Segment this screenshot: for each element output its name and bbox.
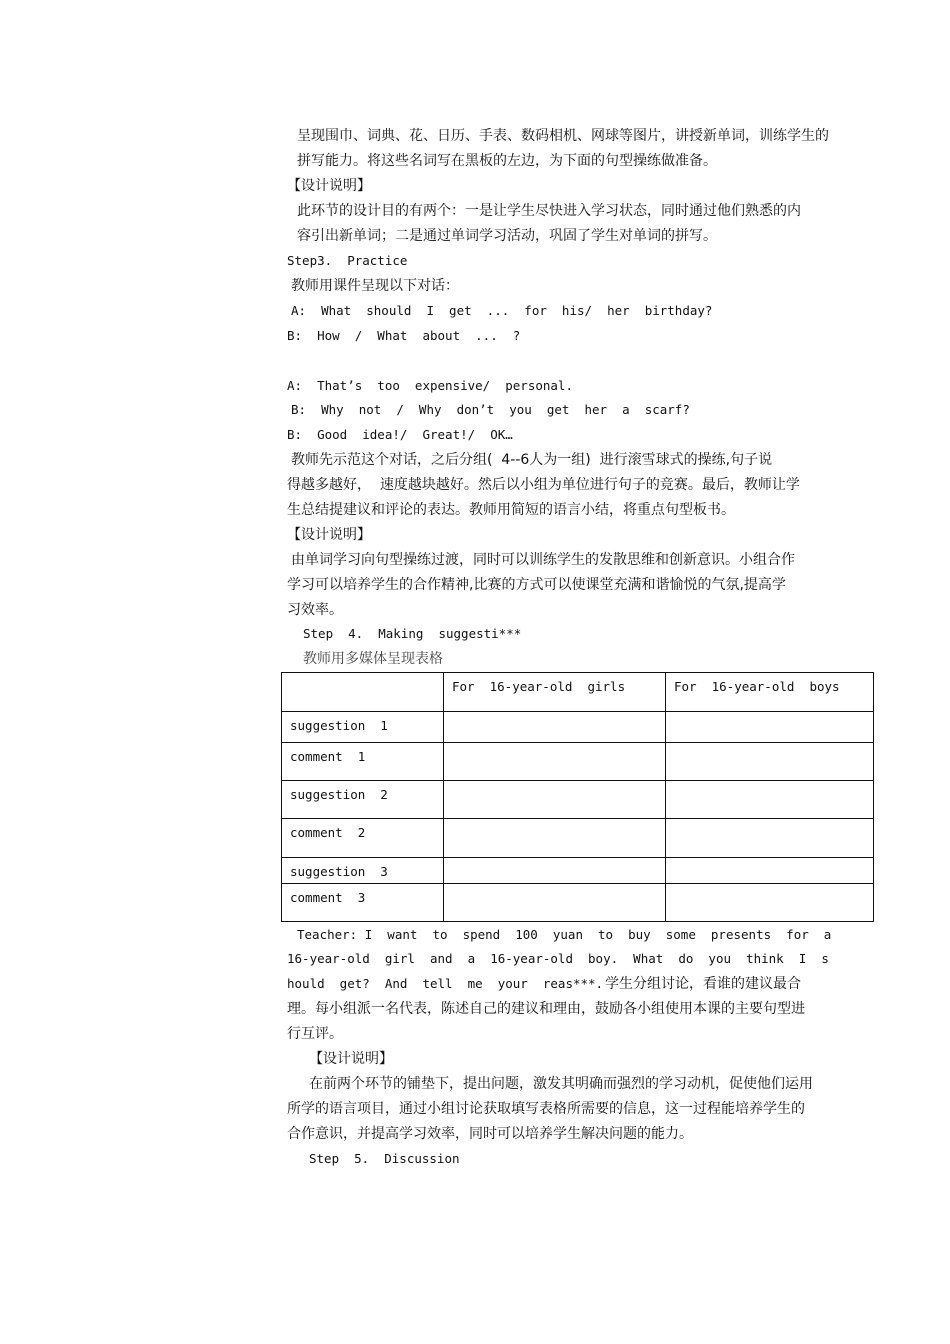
dialogue-line: A: That’s too expensive/ personal.: [287, 378, 573, 393]
body-line: 教师用课件呈现以下对话：: [291, 278, 459, 294]
body-line: 生总结提建议和评论的表达。教师用简短的语言小结，将重点句型板书。: [287, 502, 735, 518]
dialogue-line: B: Good idea!/ Great!/ OK…: [287, 427, 513, 442]
table-header-cell: For 16-year-old girls: [444, 673, 666, 712]
table-row: [282, 858, 874, 884]
body-line: Teacher: I want to spend 100 yuan to buy some presents for a: [297, 927, 832, 942]
body-line: 在前两个环节的铺垫下，提出问题，激发其明确而强烈的学习动机，促使他们运用: [309, 1076, 813, 1092]
table-row-label: suggestion 1: [282, 712, 444, 743]
table-cell: [444, 858, 666, 884]
body-line: 习效率。: [287, 602, 343, 618]
table-row-label: comment 3: [282, 884, 444, 922]
body-line: 所学的语言项目，通过小组讨论获取填写表格所需要的信息，这一过程能培养学生的: [287, 1101, 805, 1117]
table-cell: [444, 819, 666, 858]
table-row-label: suggestion 2: [282, 781, 444, 819]
table-row: [282, 712, 874, 743]
body-line: 学习可以培养学生的合作精神,比赛的方式可以使课堂充满和谐愉悦的气氛,提高学: [287, 577, 786, 593]
body-line: 16-year-old girl and a 16-year-old boy. What do you think I s: [287, 951, 829, 966]
body-line: 拼写能力。将这些名词写在黑板的左边，为下面的句型操练做准备。: [297, 153, 717, 169]
table-row-label: comment 2: [282, 819, 444, 858]
table-header-row: [282, 673, 874, 712]
body-line: 行互评。: [287, 1026, 343, 1042]
suggestion-table: [281, 672, 874, 922]
step-heading: Step 4. Making suggesti***: [303, 626, 522, 641]
body-line: 理。每小组派一名代表，陈述自己的建议和理由，鼓励各小组使用本课的主要句型进: [287, 1001, 805, 1017]
table-cell: [444, 712, 666, 743]
table-cell: [666, 858, 874, 884]
dialogue-line: B: How / What about ... ?: [287, 328, 521, 343]
body-line: hould get? And tell me your reas***.: [287, 976, 604, 991]
body-line: 学生分组讨论，看谁的建议最合: [605, 976, 801, 992]
table-cell: [444, 884, 666, 922]
body-line: 合作意识，并提高学习效率，同时可以培养学生解决问题的能力。: [287, 1126, 693, 1142]
table-row: [282, 743, 874, 781]
step-heading: Step3. Practice: [287, 253, 408, 268]
table-cell: [444, 781, 666, 819]
body-line: 得越多越好， 速度越块越好。然后以小组为单位进行句子的竞赛。最后，教师让学: [287, 477, 800, 493]
table-row-label: suggestion 3: [282, 858, 444, 884]
table-header-cell: For 16-year-old boys: [666, 673, 874, 712]
section-heading: 【设计说明】: [287, 178, 371, 194]
dialogue-line: A: What should I get ... for his/ her birthday?: [291, 303, 713, 318]
table-row: [282, 819, 874, 858]
table-cell: [666, 712, 874, 743]
body-line: 由单词学习向句型操练过渡，同时可以训练学生的发散思维和创新意识。小组合作: [291, 552, 795, 568]
table-cell: [666, 819, 874, 858]
body-line: 教师先示范这个对话，之后分组( 4--6人为一组) 进行滚雪球式的操练,句子说: [291, 452, 773, 468]
table-row-label: comment 1: [282, 743, 444, 781]
body-line: 容引出新单词；二是通过单词学习活动，巩固了学生对单词的拼写。: [297, 228, 717, 244]
table-caption: 教师用多媒体呈现表格: [303, 651, 443, 667]
table-row: [282, 884, 874, 922]
table-row: [282, 781, 874, 819]
table-header-cell: [282, 673, 444, 712]
step-heading: Step 5. Discussion: [309, 1151, 460, 1166]
dialogue-line: B: Why not / Why don’t you get her a scarf?: [291, 402, 690, 417]
table-cell: [666, 884, 874, 922]
section-heading: 【设计说明】: [309, 1051, 393, 1067]
body-line: 呈现围巾、词典、花、日历、手表、数码相机、网球等图片，讲授新单词，训练学生的: [297, 128, 829, 144]
table-cell: [666, 781, 874, 819]
body-line: 此环节的设计目的有两个：一是让学生尽快进入学习状态，同时通过他们熟悉的内: [297, 203, 801, 219]
table-cell: [444, 743, 666, 781]
section-heading: 【设计说明】: [287, 527, 371, 543]
table-cell: [666, 743, 874, 781]
